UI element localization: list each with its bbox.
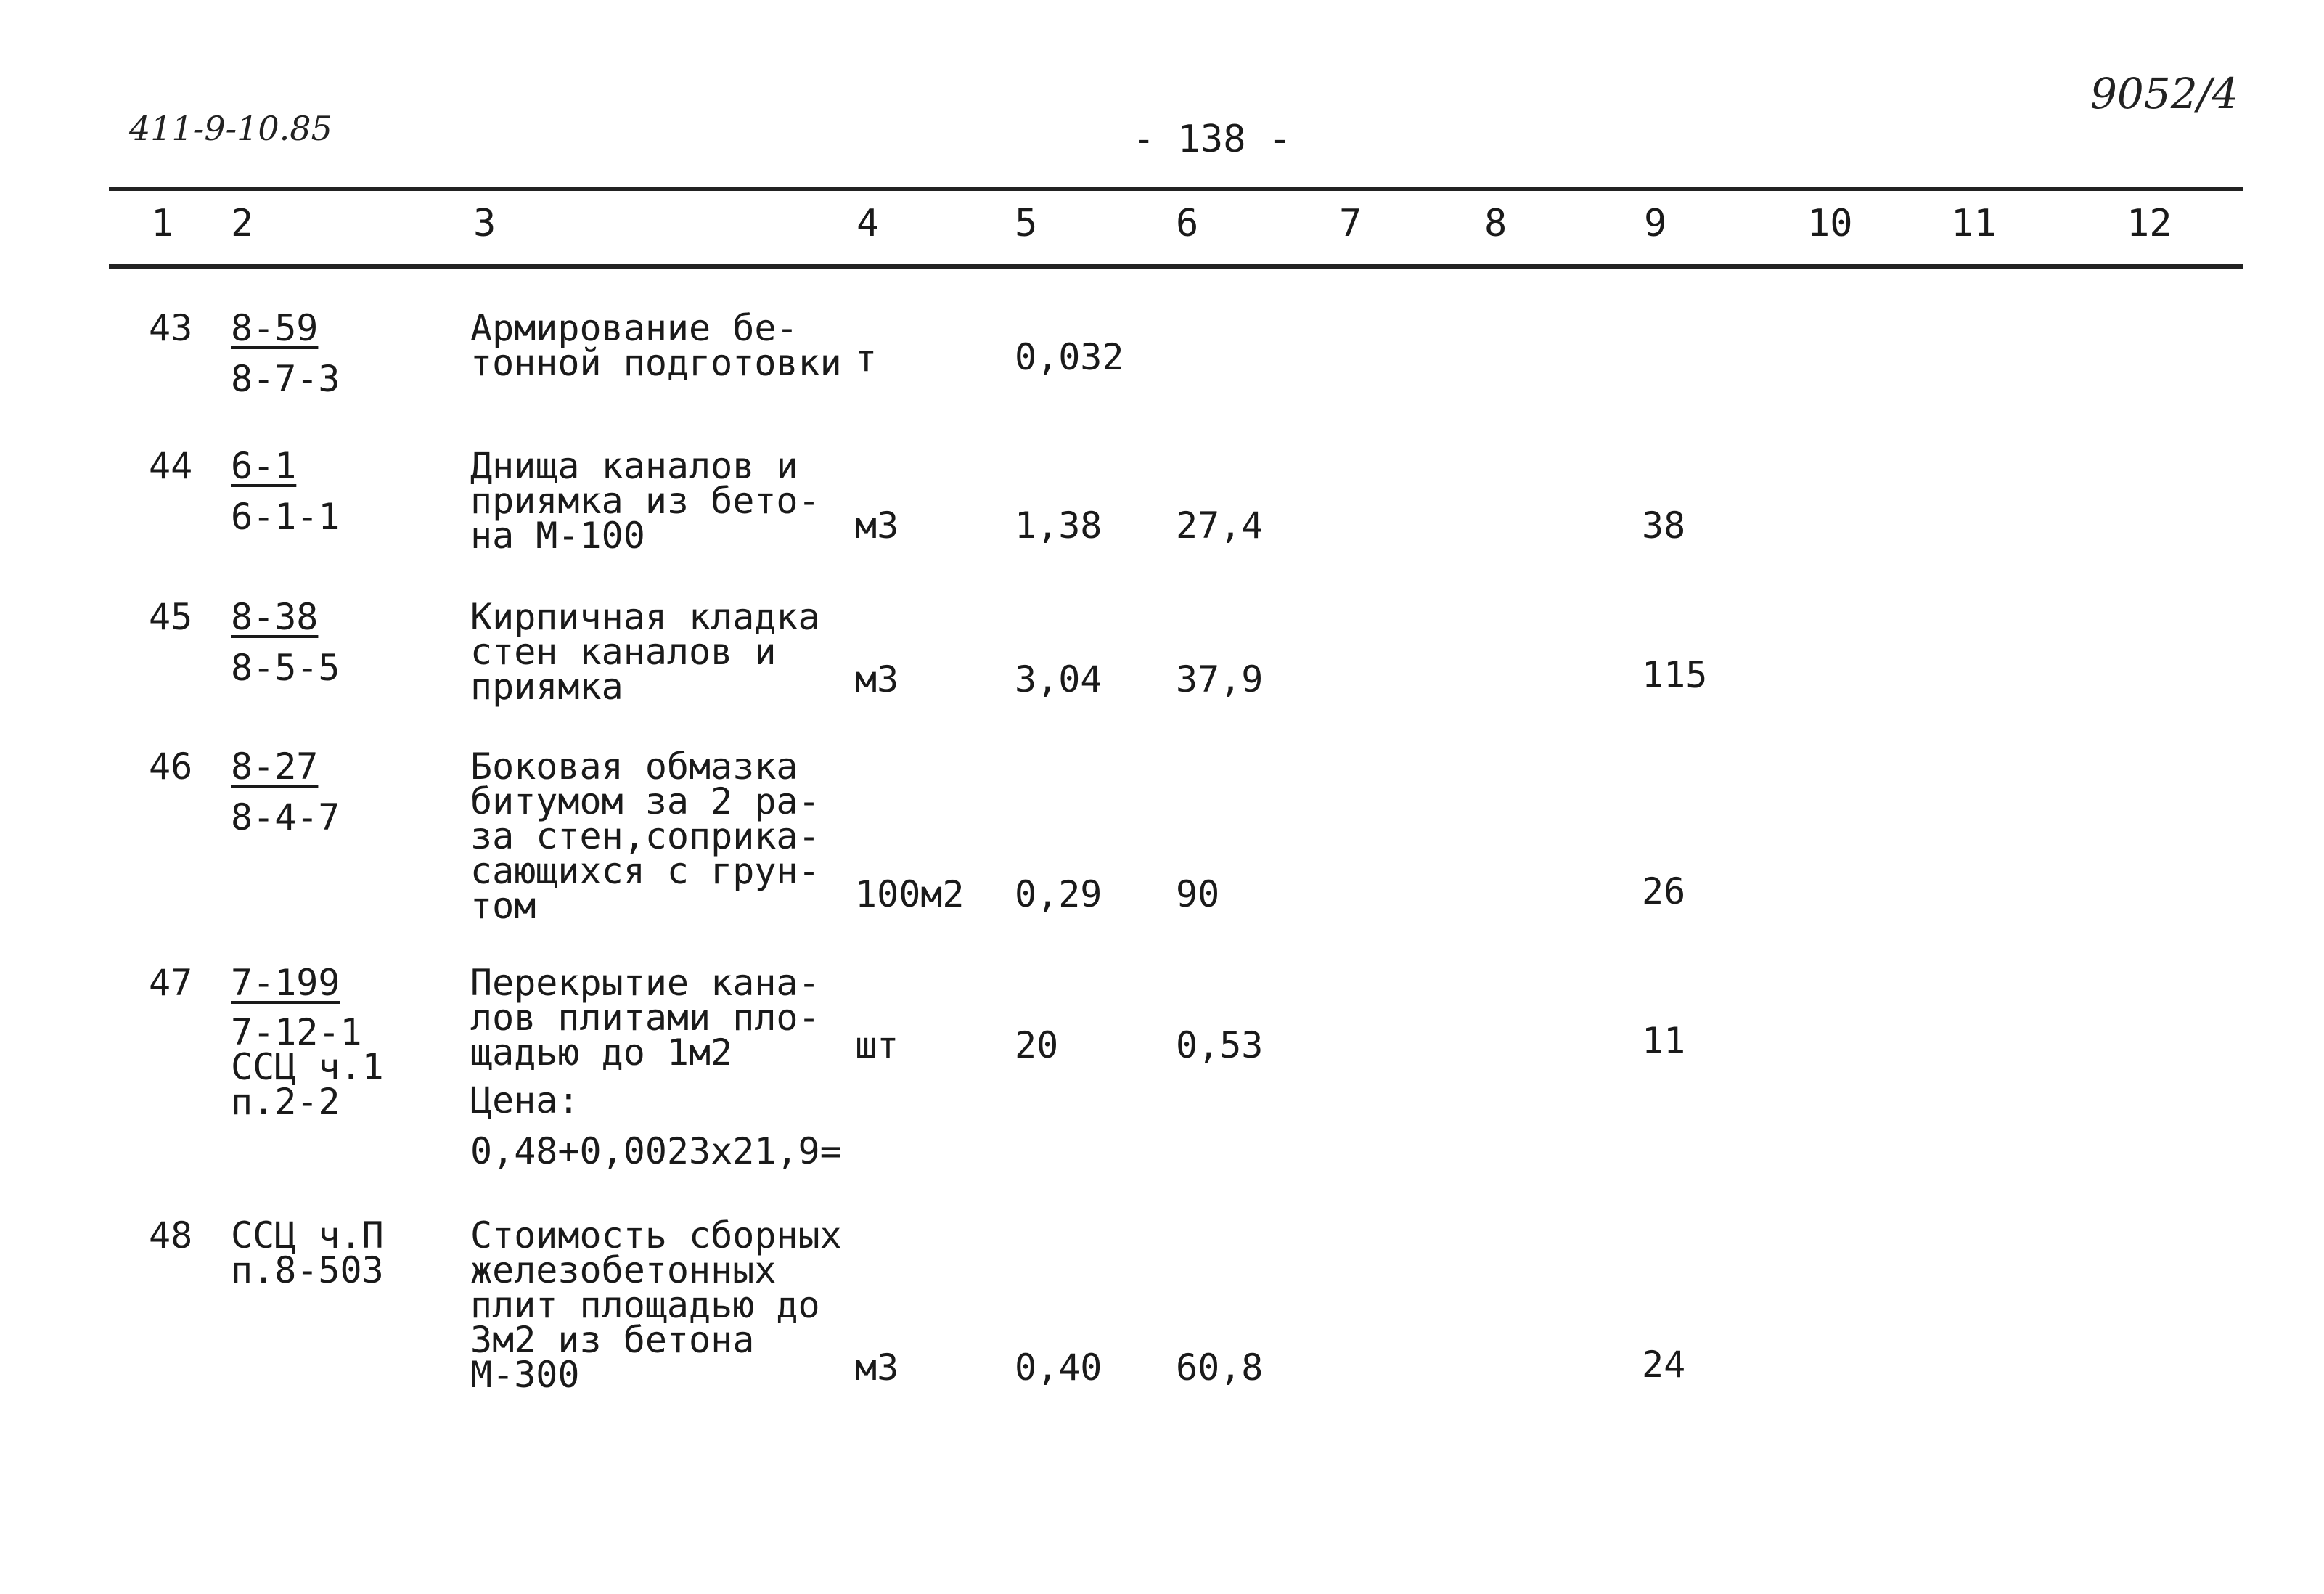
unit: м3 [855,1346,899,1389]
row-number: 44 [149,445,193,487]
column-header-9: 9 [1644,202,1667,245]
row-number: 47 [149,962,193,1004]
total-cost: 38 [1642,504,1686,547]
quantity: 1,38 [1015,504,1102,547]
row-number: 48 [149,1214,193,1256]
row-number: 45 [149,596,193,638]
column-header-12: 12 [2127,202,2172,245]
code-primary-text: 8-59 [231,307,319,349]
work-description: Кирпичная кладка стен каналов и приямка [470,596,820,708]
total-cost: 24 [1642,1344,1686,1386]
unit: 100м2 [855,873,965,915]
column-header-3: 3 [473,202,496,245]
unit-price: 60,8 [1176,1346,1264,1389]
unit-price: 90 [1176,873,1220,915]
row-number: 46 [149,745,193,788]
row-number: 43 [149,307,193,349]
code-secondary: 8-5-5 [231,647,340,689]
work-description: Днища каналов и приямка из бето- на М-100 [470,445,820,557]
code-primary-text: 8-27 [231,745,319,788]
unit: шт [855,1024,899,1066]
document-code: 411-9-10.85 [129,109,332,148]
work-description: Боковая обмазка битумом за 2 ра- за стен,соприка- сающихся с грун- том [470,745,820,927]
total-cost: 115 [1642,654,1708,696]
code-primary [231,962,340,1004]
quantity: 3,04 [1015,658,1102,700]
code-primary [231,596,340,638]
total-cost: 26 [1642,870,1686,912]
column-header-6: 6 [1176,202,1199,245]
code-primary [231,307,340,349]
unit-price: 37,9 [1176,658,1264,700]
unit: м3 [855,658,899,700]
unit-price: 0,53 [1176,1024,1264,1066]
code-primary [231,445,340,487]
code-primary-text: 8-38 [231,596,319,638]
header-rule-bottom [109,264,2243,269]
unit-price: 27,4 [1176,504,1264,547]
column-header-7: 7 [1339,202,1362,245]
code-primary [231,745,340,788]
work-description: Стоимость сборных железобетонных плит площадью до 3м2 из бетона М-300 [470,1214,842,1396]
quantity: 20 [1015,1024,1059,1066]
unit: м3 [855,504,899,547]
code-secondary: 7-12-1 ССЦ ч.1 п.2-2 [231,1011,384,1123]
price-label: Цена: [470,1079,580,1121]
code-secondary: 6-1-1 [231,496,340,538]
column-header-4: 4 [856,202,880,245]
header-rule-top [109,187,2243,191]
column-header-1: 1 [151,202,174,245]
column-header-10: 10 [1807,202,1853,245]
work-description: Армирование бе- тонной подготовки [470,307,842,384]
quantity: 0,29 [1015,873,1102,915]
page-number: - 138 - [1132,118,1292,161]
total-cost: 11 [1642,1020,1686,1062]
quantity: 0,40 [1015,1346,1102,1389]
code-secondary: ССЦ ч.П п.8-503 [231,1214,384,1291]
unit: т [855,338,877,380]
code-primary-text: 7-199 [231,962,340,1004]
sheet-code: 9052/4 [2090,69,2239,118]
column-header-11: 11 [1951,202,1997,245]
column-header-5: 5 [1015,202,1038,245]
work-description: Перекрытие кана- лов плитами пло- щадью до 1м2 [470,962,820,1074]
column-header-8: 8 [1484,202,1507,245]
price-formula: 0,48+0,0023x21,9= [470,1130,842,1172]
code-secondary: 8-7-3 [231,358,340,400]
column-header-2: 2 [231,202,254,245]
quantity: 0,032 [1015,336,1124,378]
code-secondary: 8-4-7 [231,796,340,838]
code-primary-text: 6-1 [231,445,297,487]
